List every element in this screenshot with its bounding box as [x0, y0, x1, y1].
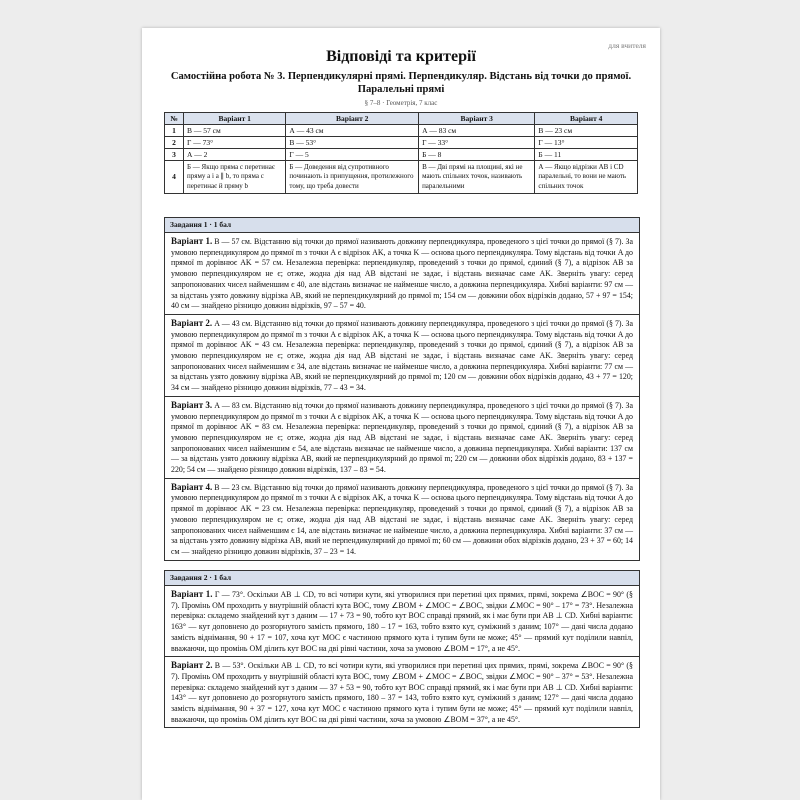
table-row [165, 161, 638, 194]
row-number: 1 [165, 125, 184, 137]
table-cell: Б — 8 [419, 149, 535, 161]
table-cell: Б — 11 [535, 149, 638, 161]
table-cell: Г — 5 [286, 149, 419, 161]
table-row [165, 149, 638, 161]
variant-text: А — 43 см. Відстанню від точки до прямої називають довжину перпендикуляра, проведеного з цієї точки до прямої (§ 7). За умовою перпендикуляром до прямої m з точки A є відрізок AK, а точка K — основа цього перпендикуляра. Тому відстань від точки A до прямої m дорівнює AK = 43 см. Незалежна перевірка: перпендикуляр, проведений з точки до прямої, єдиний (§ 7), а відрізок AB за умовою перпендикуляром не є; отже, жодна дія над AB відстані не задає, і відстань визначає саме AK. Зверніть увагу: серед запропонованих чисел найменшим є 34, але відстань визначає не найменше число, а довжина перпендикуляра. Хибні варіанти: 77 см — за відстань узято довжину відрізка AB, який не перпендикулярний до прямої m; 120 см — довжини обох відрізків додано, 43 + 77 = 120; 34 см — знайдено різницю довжин відрізків, 77 – 43 = 34. [171, 318, 633, 393]
page-meta: § 7–8 · Геометрія, 7 клас [364, 99, 438, 107]
table-cell: А — 2 [184, 149, 286, 161]
task-2-variant-1 [165, 586, 639, 657]
row-number: 3 [165, 149, 184, 161]
table-row [165, 137, 638, 149]
variant-label: Варіант 4. [171, 481, 213, 492]
variant-text: В — 53°. Оскільки AB ⊥ CD, то всі чотири кути, які утворилися при перетині цих прямих, прямі, зокрема ∠BOC = 90° (§ 7). Промінь OM проходить у внутрішній області кута BOC, тому ∠BOM + ∠MOC = ∠BOC, звідки ∠MOC = 90° – 37° = 53°. Незалежна перевірка: складемо знайдений кут з даним — 37 + 53 = 90, тобто кут BOC справді прямий, як і має бути при AB ⊥ CD. Хибні варіанти: 143° — кут доповнено до розгорнутого замість прямого, 180 – 37 = 143, тобто взято кут, суміжний з даним; 127° — дані числа додано замість віднімання, 90 + 37 = 127, хоча кут MOC є частиною прямого кута і тупим бути не може; 45° — прямий кут поділили навпіл, вважаючи, що промінь OM ділить кут BOC на дві рівні частини, хоча за умовою ∠BOM = 37°, а не 45°. [171, 661, 633, 724]
table-cell: А — 83 см [419, 125, 535, 137]
table-row [165, 125, 638, 137]
task-1-variant-3 [165, 397, 639, 479]
task-1-variant-2 [165, 315, 639, 397]
table-cell: Б — Якщо пряма c перетинає пряму a і a ∥ b, то пряма c перетинає й пряму b [184, 161, 286, 194]
row-number: 2 [165, 137, 184, 149]
page-subtitle: Самостійна робота № 3. Перпендикулярні прямі. Перпендикуляр. Відстань від точки до прямої. Паралельні прямі [170, 71, 632, 95]
page-title: Відповіді та критерії [326, 48, 476, 65]
column-header-variant-3: Варіант 3 [419, 113, 535, 125]
table-cell: Г — 73° [184, 137, 286, 149]
table-cell: А — Якщо відрізки AB і CD паралельні, то вони не мають спільних точок [535, 161, 638, 194]
variant-text: А — 83 см. Відстанню від точки до прямої називають довжину перпендикуляра, проведеного з цієї точки до прямої (§ 7). За умовою перпендикуляром до прямої m з точки A є відрізок AK, а точка K — основа цього перпендикуляра. Тому відстань від точки A до прямої m дорівнює AK = 83 см. Незалежна перевірка: перпендикуляр, проведений з точки до прямої, єдиний (§ 7), а відрізок AB за умовою перпендикуляром не є; отже, жодна дія над AB відстані не задає, і відстань визначає саме AK. Зверніть увагу: серед запропонованих чисел найменшим є 54, але відстань визначає не найменше число, а довжина перпендикуляра. Хибні варіанти: 137 см — за відстань узято довжину відрізка AB, який не перпендикулярний до прямої m; 220 см — довжини обох відрізків додано, 83 + 137 = 220; 54 см — знайдено різницю довжин відрізків, 137 – 83 = 54. [171, 400, 633, 475]
table-cell: В — 57 см [184, 125, 286, 137]
worksheet-page [142, 28, 660, 800]
corner-note: для вчителя [608, 41, 646, 50]
table-cell: Г — 13° [535, 137, 638, 149]
answer-table-header-row [165, 113, 638, 125]
table-cell: В — 53° [286, 137, 419, 149]
task-1-header: Завдання 1 · 1 бал [165, 218, 639, 233]
task-1-variant-1 [165, 233, 639, 315]
variant-label: Варіант 3. [171, 399, 213, 410]
variant-label: Варіант 1. [171, 236, 213, 246]
table-cell: Г — 33° [419, 137, 535, 149]
column-header-number: № [165, 113, 184, 125]
variant-text: В — 23 см. Відстанню від точки до прямої називають довжину перпендикуляра, проведеного з цієї точки до прямої (§ 7). За умовою перпендикуляром до прямої m з точки A є відрізок AK, а точка K — основа цього перпендикуляра. Тому відстань від точки A до прямої m дорівнює AK = 23 см. Незалежна перевірка: перпендикуляр, проведений з точки до прямої, єдиний (§ 7), а відрізок AB за умовою перпендикуляром не є; отже, жодна дія над AB відстані не задає, і відстань визначає саме AK. Зверніть увагу: серед запропонованих чисел найменшим є 14, але відстань визначає не найменше число, а довжина перпендикуляра. Хибні варіанти: 37 см — за відстань узято довжину відрізка AB, який не перпендикулярний до прямої m; 60 см — довжини обох відрізків додано, 23 + 37 = 60; 14 см — знайдено різницю довжин відрізків, 37 – 23 = 14. [171, 482, 633, 556]
variant-text: В — 57 см. Відстанню від точки до прямої називають довжину перпендикуляра, проведеного з цієї точки до прямої (§ 7). За умовою перпендикуляром до прямої m з точки A є відрізок AK, а точка K — основа цього перпендикуляра. Тому відстань від точки A до прямої m дорівнює AK = 57 см. Незалежна перевірка: перпендикуляр, проведений з точки до прямої, єдиний (§ 7), а відрізок AB за умовою перпендикуляром не є; отже, жодна дія над AB відстані не задає, і відстань визначає саме AK. Зверніть увагу: серед запропонованих чисел найменшим є 40, але відстань визначає не найменше число, а довжина перпендикуляра. Хибні варіанти: 97 см — за відстань узято довжину відрізка AB, який не перпендикулярний до прямої m; 154 см — довжини обох відрізків додано, 57 + 97 = 154; 40 см — знайдено різницю довжин відрізків, 97 – 57 = 40. [171, 237, 633, 311]
column-header-variant-2: Варіант 2 [286, 113, 419, 125]
task-1-variant-4 [165, 479, 639, 560]
column-header-variant-1: Варіант 1 [184, 113, 286, 125]
answer-table [164, 112, 638, 194]
row-number: 4 [165, 161, 184, 194]
variant-label: Варіант 1. [171, 589, 213, 599]
variant-text: Г — 73°. Оскільки AB ⊥ CD, то всі чотири кути, які утворилися при перетині цих прямих, прямі, зокрема ∠BOC = 90° (§ 7). Промінь OM проходить у внутрішній області кута BOC, тому ∠BOM + ∠MOC = ∠BOC, звідки ∠MOC = 90° – 17° = 73°. Незалежна перевірка: складемо знайдений кут з даним — 17 + 73 = 90, тобто кут BOC справді прямий, як і має бути при AB ⊥ CD. Хибні варіанти: 163° — кут доповнено до розгорнутого замість прямого, 180 – 17 = 163, тобто взято кут, суміжний з даним; 107° — дані числа додано замість віднімання, 90 + 17 = 107, хоча кут MOC є частиною прямого кута і тупим бути не може; 45° — прямий кут поділили навпіл, вважаючи, що промінь OM ділить кут BOC на дві рівні частини, хоча за умовою ∠BOM = 17°, а не 45°. [171, 590, 633, 653]
variant-label: Варіант 2. [171, 660, 213, 671]
table-cell: В — Дві прямі на площині, які не мають спільних точок, називають паралельними [419, 161, 535, 194]
task-2-header: Завдання 2 · 1 бал [165, 571, 639, 586]
table-cell: В — 23 см [535, 125, 638, 137]
variant-label: Варіант 2. [171, 317, 213, 328]
table-cell: Б — Доведення від супротивного починають із припущення, протилежного тому, що треба довести [286, 161, 419, 194]
task-2-block [164, 570, 640, 728]
task-2-variant-2 [165, 657, 639, 727]
task-1-block [164, 217, 640, 561]
table-cell: А — 43 см [286, 125, 419, 137]
column-header-variant-4: Варіант 4 [535, 113, 638, 125]
